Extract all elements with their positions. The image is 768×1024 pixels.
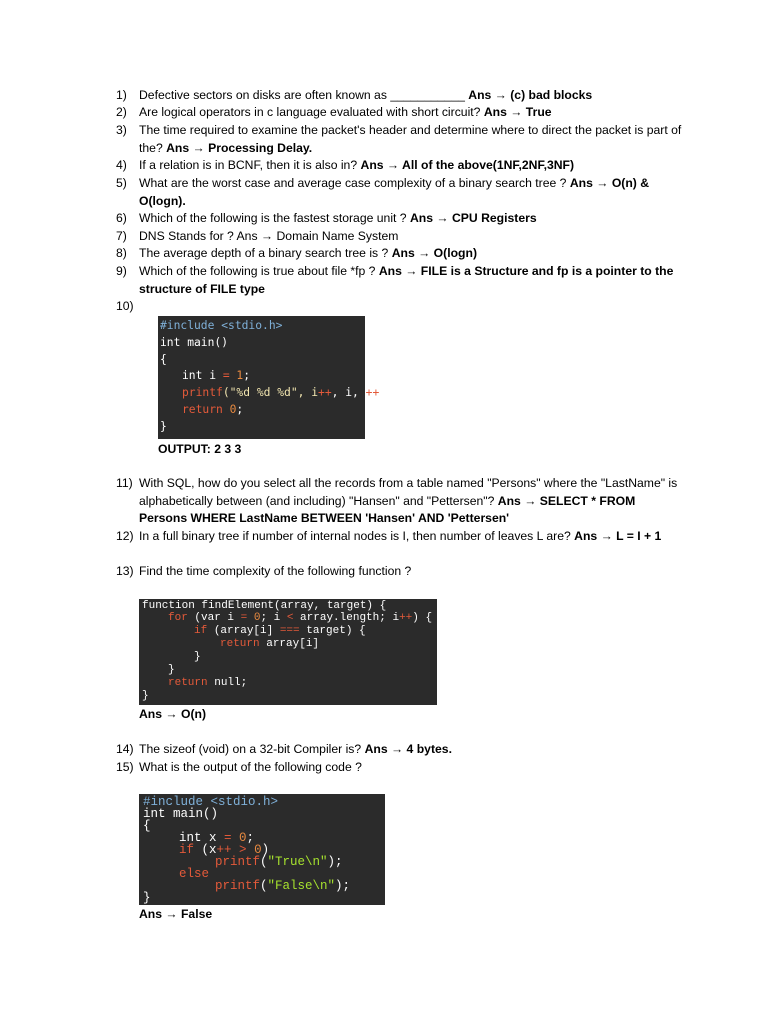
code-line: if (x++ > 0) [179,843,270,857]
question-text: Which of the following is the fastest storage unit ? [139,211,410,225]
code-line: int main() [143,807,219,821]
question-number: 9) [116,264,127,278]
question-text: Find the time complexity of the following function ? [139,564,412,578]
answer: Ans → All of the above(1NF,2NF,3NF) [360,158,575,172]
question-number: 2) [116,105,127,119]
question-number: 7) [116,229,127,243]
question-text: Defective sectors on disks are often known as ___________ [139,88,469,102]
answer-15: Ans → False [139,907,213,921]
code-line: return 0; [182,403,244,416]
code-line: } [142,690,149,702]
question-number: 4) [116,158,127,172]
answer: Ans → L = I + 1 [574,529,662,543]
answer: Ans → (c) bad blocks [468,88,593,102]
code-line: else [179,867,210,881]
answer: Ans → FILE is a Structure and fp is a pointer to the structure of FILE type [139,264,674,296]
question-text: What are the worst case and average case complexity of a binary search tree ? [139,176,570,190]
code-line: } [194,651,201,663]
answer: Ans → O(logn) [391,246,478,260]
code-line: } [168,664,175,676]
question-number: 10) [116,299,134,313]
code-block-c-if-else [139,794,385,905]
question-text: DNS Stands for ? Ans → Domain Name System [139,229,399,243]
answer: Ans → CPU Registers [409,211,537,225]
code-line: function findElement(array, target) { [142,600,387,612]
question-text: With SQL, how do you select all the records from a table named "Persons" where the "LastName" is alphabetically between (and including) "Hansen" and "Pettersen"? [139,476,678,508]
question-number: 8) [116,246,127,260]
answer: Ans → 4 bytes. [364,742,452,756]
code-line: for (var i = 0; i < array.length; i++) { [168,612,433,624]
code-line: #include <stdio.h> [160,319,283,332]
answer: Ans → True [483,105,552,119]
question-number: 13) [116,564,134,578]
code-line: } [160,420,167,433]
code-line: } [143,891,151,905]
code-line: int x = 0; [179,831,255,845]
question-number: 6) [116,211,127,225]
code-line: { [160,353,167,366]
code-line: return array[i] [220,638,320,650]
code-line: int main() [160,336,229,349]
code-block-js-findelement [139,599,437,705]
question-number: 5) [116,176,127,190]
code-line: printf("True\n"); [215,855,343,869]
answer-13: Ans → O(n) [139,707,207,721]
answer: Ans → O(n) & O(logn). [139,176,650,208]
question-text: The sizeof (void) on a 32-bit Compiler is? [139,742,365,756]
question-text: The time required to examine the packet's header and determine where to direct the packet is part of the? [139,123,682,155]
answer: Ans → SELECT * FROM Persons WHERE LastName BETWEEN 'Hansen' AND 'Pettersen' [139,493,636,525]
question-number: 3) [116,123,127,137]
code-line: if (array[i] === target) { [194,625,366,637]
code-line: #include <stdio.h> [143,795,279,809]
question-number: 15) [116,760,134,774]
question-text: The average depth of a binary search tree is ? [139,246,392,260]
code-block-c-printf [158,316,400,439]
code-line: int i = 1; [182,369,251,382]
question-text: What is the output of the following code ? [139,760,362,774]
code-line: return null; [168,677,248,689]
code-line: printf("False\n"); [215,879,351,893]
question-number: 11) [116,476,133,490]
code-line: { [143,819,151,833]
question-text: Which of the following is true about file *fp ? [139,264,379,278]
question-text: If a relation is in BCNF, then it is also in? [139,158,361,172]
output-10: OUTPUT: 2 3 3 [158,442,242,456]
question-text: In a full binary tree if number of internal nodes is I, then number of leaves L are? [139,529,575,543]
question-text: Are logical operators in c language evaluated with short circuit? [139,105,484,119]
code-line: printf("%d %d %d", i++, i, ++i); [182,386,400,399]
question-number: 1) [116,88,127,102]
question-number: 12) [116,529,134,543]
question-number: 14) [116,742,134,756]
answer: Ans → Processing Delay. [166,140,313,155]
